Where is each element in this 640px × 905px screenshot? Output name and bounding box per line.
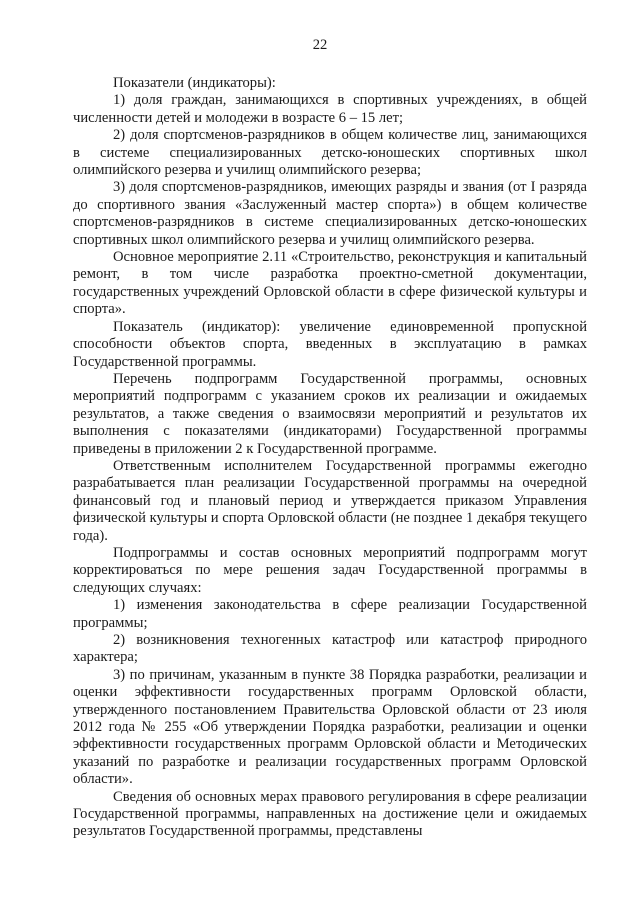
document-body (73, 75, 587, 841)
paragraph: Подпрограммы и состав основных мероприятий подпрограмм могут корректироваться по мере решения задач Государственной программы в следующих случаях: (73, 544, 587, 596)
paragraph: 3) доля спортсменов-разрядников, имеющих разряды и звания (от I разряда до спортивного звания «Заслуженный мастер спорта») в общем количестве спортсменов-разрядников в системе специализированных детско-юношеских спортивных школ олимпийского резерва и училищ олимпийского резерва. (73, 179, 587, 248)
paragraph: Перечень подпрограмм Государственной программы, основных мероприятий подпрограмм с указанием сроков их реализации и ожидаемых результатов, а также сведения о взаимосвязи мероприятий и результатов их выполнения с показателями (индикаторами) Государственной программы приведены в приложении 2 к Государственной программе. (73, 370, 587, 457)
paragraph: 1) доля граждан, занимающихся в спортивных учреждениях, в общей численности детей и молодежи в возрасте 6 – 15 лет; (73, 92, 587, 126)
paragraph: Сведения об основных мерах правового регулирования в сфере реализации Государственной программы, направленных на достижение цели и ожидаемых результатов Государственной программы, представлены (73, 788, 587, 840)
paragraph-indicators-heading: Показатели (индикаторы): (113, 75, 276, 91)
paragraph: Ответственным исполнителем Государственной программы ежегодно разрабатывается план реализации Государственной программы на очередной финансовый год и плановый период и утверждается приказом Управления физической культуры и спорта Орловской области (не позднее 1 декабря текущего года). (73, 457, 587, 544)
page-number: 22 (312, 37, 328, 53)
paragraph: Основное мероприятие 2.11 «Строительство, реконструкция и капитальный ремонт, в том числе разработка проектно-сметной документации, государственных учреждений Орловской области в сфере физической культуры и спорта». (73, 249, 587, 318)
paragraph: 2) доля спортсменов-разрядников в общем количестве лиц, занимающихся в системе специализированных детско-юношеских спортивных школ олимпийского резерва и училищ олимпийского резерва; (73, 127, 587, 179)
paragraph: 2) возникновения техногенных катастроф или катастроф природного характера; (73, 632, 587, 666)
paragraph: Показатель (индикатор): увеличение единовременной пропускной способности объектов спорта, введенных в эксплуатацию в рамках Государственной программы. (73, 318, 587, 370)
paragraph: 3) по причинам, указанным в пункте 38 Порядка разработки, реализации и оценки эффективности государственных программ Орловской области, утвержденного постановлением Правительства Орловской области от 23 июля 2012 года № 255 «Об утверждении Порядка разработки, реализации и оценки эффективности государственных программ Орловской области и Методических указаний по разработке и реализации государственных программ Орловской области». (73, 666, 587, 788)
paragraph: 1) изменения законодательства в сфере реализации Государственной программы; (73, 597, 587, 631)
